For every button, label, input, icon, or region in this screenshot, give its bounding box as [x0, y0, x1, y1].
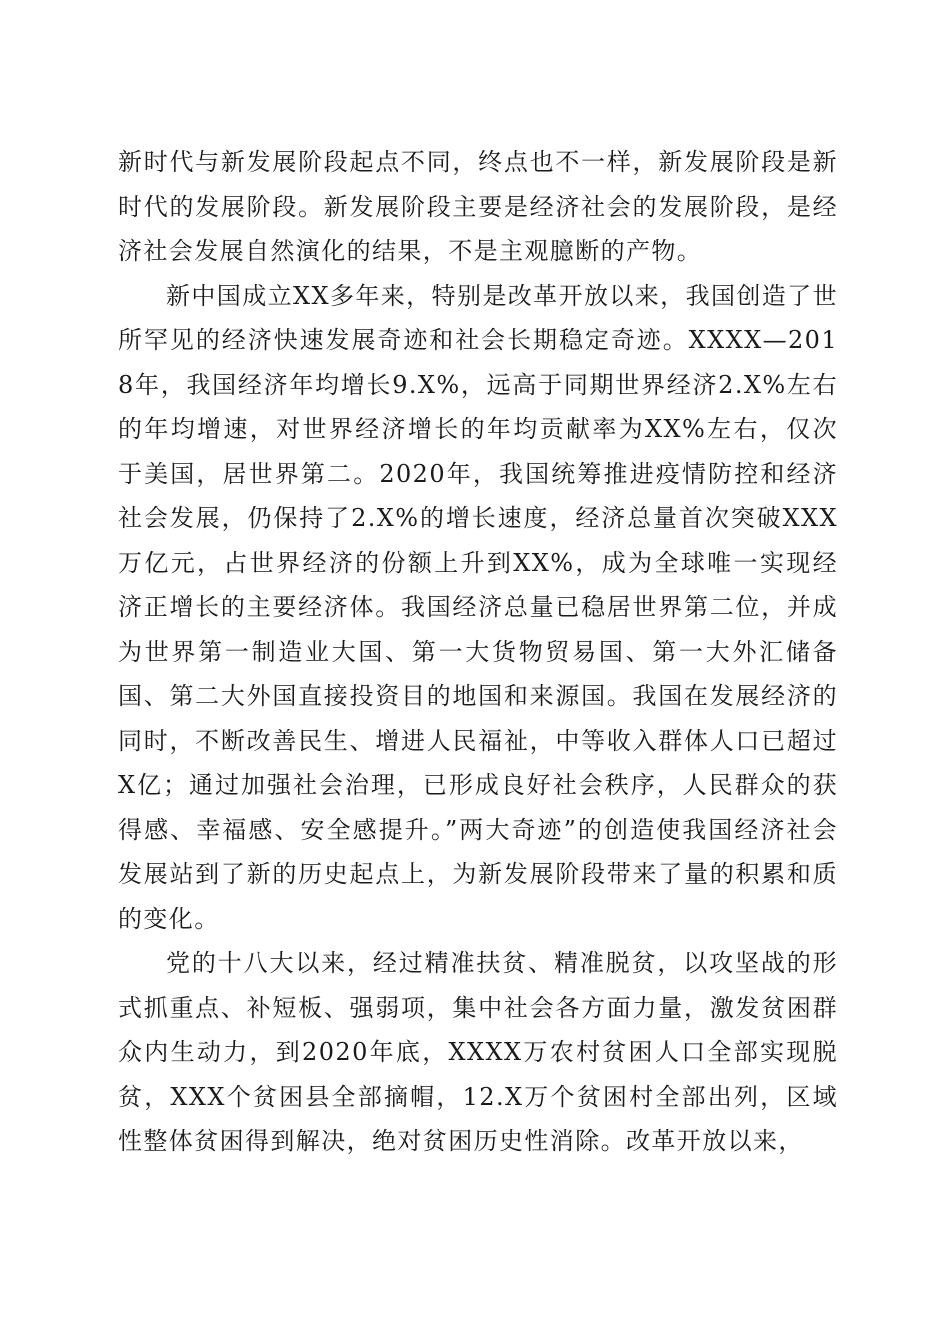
document-body: [118, 140, 838, 1164]
paragraph-3: 党的十八大以来，经过精准扶贫、精准脱贫，以攻坚战的形式抓重点、补短板、强弱项，集中社会各方面力量，激发贫困群众内生动力，到2020年底，XXXX万农村贫困人口全部实现脱贫，XXX个贫困县全部摘帽，12.X万个贫困村全部出列，区域性整体贫困得到解决，绝对贫困历史性消除。改革开放以来，: [118, 949, 838, 1155]
paragraph-2: 新中国成立XX多年来，特别是改革开放以来，我国创造了世所罕见的经济快速发展奇迹和社会长期稳定奇迹。XXXX—2018年，我国经济年均增长9.X%，远高于同期世界经济2.X%左右的年均增速，对世界经济增长的年均贡献率为XX%左右，仅次于美国，居世界第二。2020年，我国统筹推进疫情防控和经济社会发展，仍保持了2.X%的增长速度，经济总量首次突破XXX万亿元，占世界经济的份额上升到XX%，成为全球唯一实现经济正增长的主要经济体。我国经济总量已稳居世界第二位，并成为世界第一制造业大国、第一大货物贸易国、第一大外汇储备国、第二大外国直接投资目的地国和来源国。我国在发展经济的同时，不断改善民生、增进人民福祉，中等收入群体人口已超过X亿；通过加强社会治理，已形成良好社会秩序，人民群众的获得感、幸福感、安全感提升。”两大奇迹”的创造使我国经济社会发展站到了新的历史起点上，为新发展阶段带来了量的积累和质的变化。: [118, 281, 838, 933]
paragraph-1: 新时代与新发展阶段起点不同，终点也不一样，新发展阶段是新时代的发展阶段。新发展阶段主要是经济社会的发展阶段，是经济社会发展自然演化的结果，不是主观臆断的产物。: [118, 148, 838, 265]
